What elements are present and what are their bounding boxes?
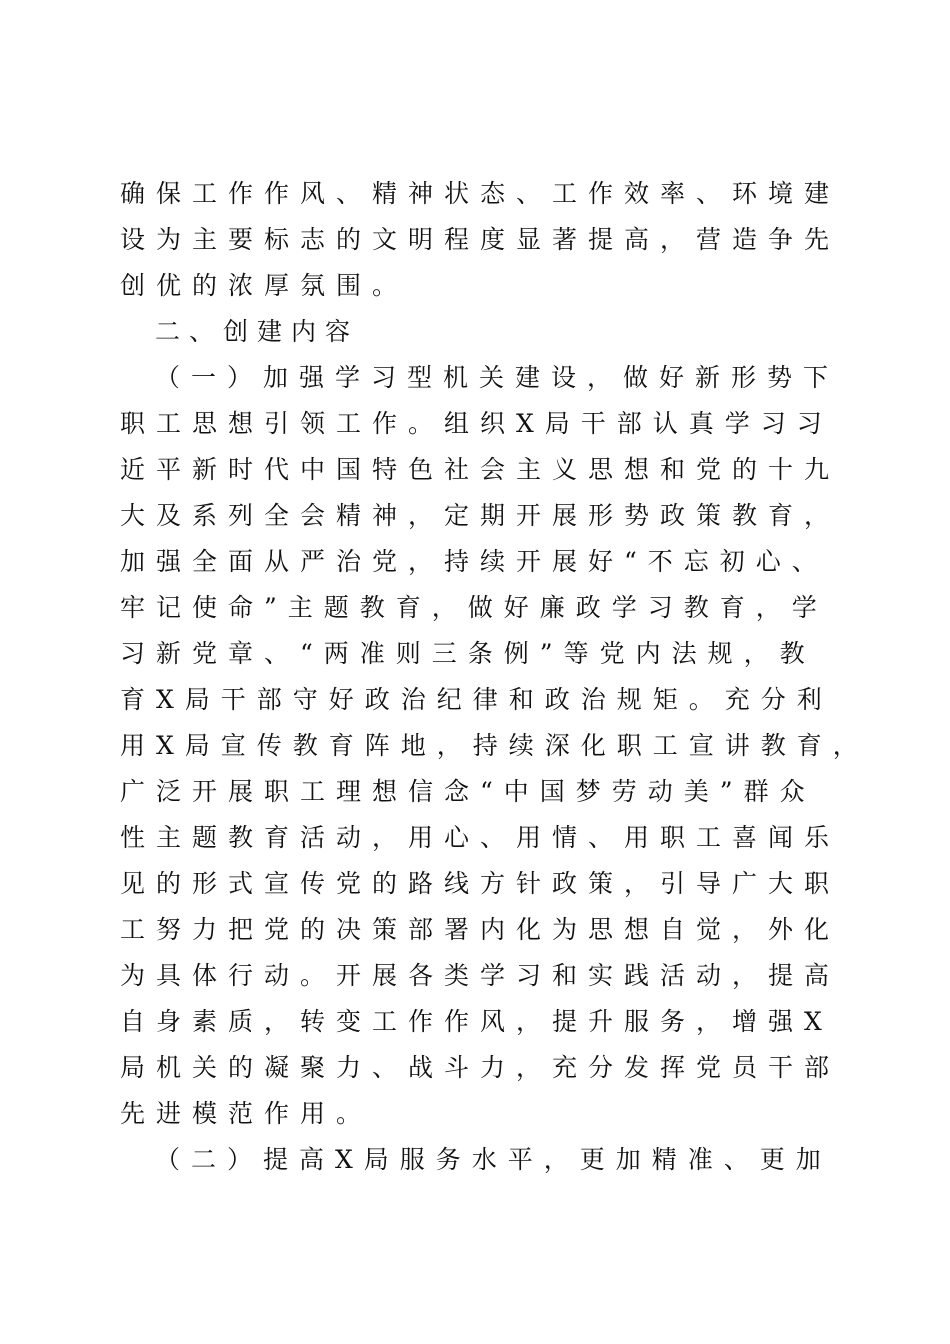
paragraph-line: 见的形式宣传党的路线方针政策，引导广大职 — [120, 869, 841, 898]
paragraph-line: 职工思想引领工作。组织X局干部认真学习习 — [120, 409, 833, 438]
paragraph-line: 设为主要标志的文明程度显著提高，营造争先 — [120, 225, 841, 254]
paragraph-line: 育X局干部守好政治纪律和政治规矩。充分利 — [120, 685, 833, 714]
paragraph-line: 习新党章、“两准则三条例”等党内法规，教 — [120, 639, 816, 668]
paragraph-line: 用X局宣传教育阵地，持续深化职工宣讲教育， — [120, 731, 869, 760]
paragraph-line: 近平新时代中国特色社会主义思想和党的十九 — [120, 455, 841, 484]
section-heading: 二、创建内容 — [155, 317, 360, 346]
paragraph-line: （二）提高X局服务水平，更加精准、更加 — [155, 1145, 832, 1174]
paragraph-line: 加强全面从严治党，持续开展好“不忘初心、 — [120, 547, 828, 576]
paragraph-line: 自身素质，转变工作作风，提升服务，增强X — [120, 1007, 833, 1036]
paragraph-line: 工努力把党的决策部署内化为思想自觉，外化 — [120, 915, 841, 944]
paragraph-line: 为具体行动。开展各类学习和实践活动，提高 — [120, 961, 841, 990]
paragraph-line: 局机关的凝聚力、战斗力，充分发挥党员干部 — [120, 1053, 841, 1082]
paragraph-line: （一）加强学习型机关建设，做好新形势下 — [155, 363, 840, 392]
paragraph-line: 先进模范作用。 — [120, 1099, 373, 1128]
paragraph-line: 性主题教育活动，用心、用情、用职工喜闻乐 — [120, 823, 841, 852]
paragraph-line: 确保工作作风、精神状态、工作效率、环境建 — [120, 179, 841, 208]
paragraph-line: 广泛开展职工理想信念“中国梦劳动美”群众 — [120, 777, 816, 806]
paragraph-line: 大及系列全会精神，定期开展形势政策教育， — [120, 501, 841, 530]
paragraph-line: 创优的浓厚氛围。 — [120, 271, 409, 300]
paragraph-line: 牢记使命”主题教育，做好廉政学习教育，学 — [120, 593, 828, 622]
